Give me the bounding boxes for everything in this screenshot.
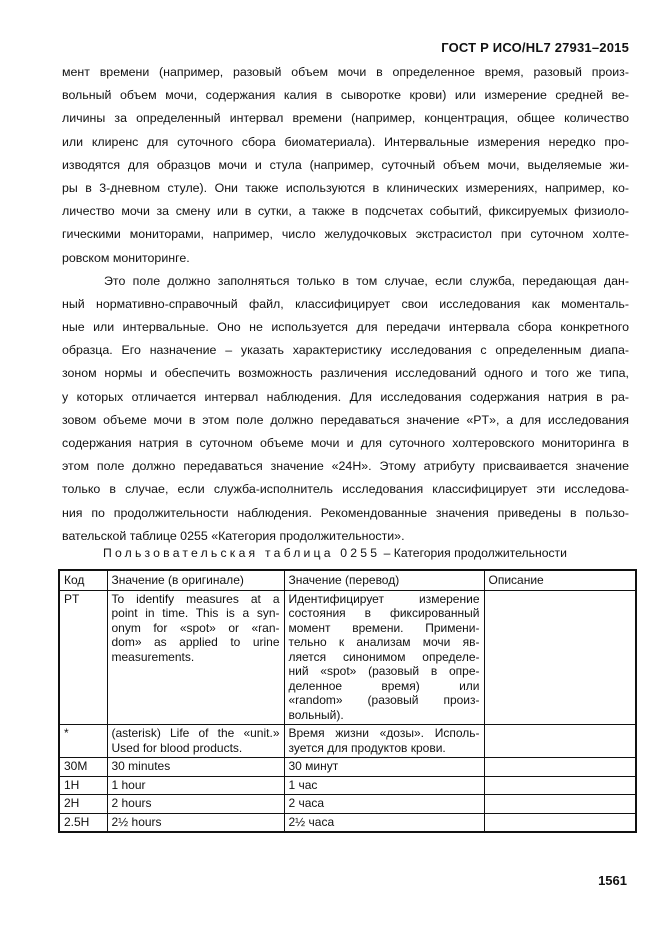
- cell-description: [484, 813, 636, 832]
- text-line: гическими мониторами, например, число желудочковых экстрасистол при суточном холте-: [62, 227, 629, 242]
- table-row: [59, 813, 636, 832]
- text-line: образца. Его назначение – указать характеристику исследования с определенным диапа-: [62, 343, 629, 358]
- cell-text-line: зуется для продуктов крови.: [288, 740, 446, 755]
- text-line: зоном нормы и обеспечить возможность различения исследований одного и того же типа,: [62, 366, 629, 381]
- cell-code: *: [59, 725, 107, 758]
- cell-translation: [284, 795, 484, 814]
- text-line: у которых отличается интервал наблюдения. Для исследования содержания натрия в ра-: [62, 389, 629, 404]
- cell-translation: [284, 776, 484, 795]
- table-row: [59, 795, 636, 814]
- text-line: или клиренс для суточного сбора биоматериала). Интервальные измерения нередко про-: [62, 134, 629, 149]
- cell-text-line: (asterisk) Life of the «unit.»: [111, 726, 280, 740]
- text-line: Это поле должно заполняться только в том случае, если служба, передающая дан-: [104, 273, 629, 288]
- cell-text-line: тельно к анализам мочи яв-: [288, 635, 480, 649]
- cell-text-line: деленное время) или: [288, 678, 480, 693]
- cell-original: [107, 758, 284, 777]
- column-header-original: Значение (в оригинале): [107, 570, 284, 590]
- cell-text-line: 1 час: [288, 777, 318, 792]
- cell-text-line: onym for «spot» or «ran-: [111, 620, 280, 635]
- cell-description: [484, 776, 636, 795]
- cell-text-line: Идентифицирует измерение: [288, 591, 480, 606]
- text-line: изводятся для образцов мочи и стула (например, суточный объем мочи, выделяемые жи-: [62, 157, 629, 172]
- cell-text-line: 30 minutes: [111, 759, 171, 773]
- cell-text-line: ляется синонимом определе-: [288, 649, 480, 664]
- body-text: [62, 61, 629, 548]
- table-caption-title: – Категория продолжительности: [380, 546, 567, 560]
- duration-category-table: [58, 569, 637, 833]
- text-line: только в случае, если служба-исполнитель исследования классифицирует эти исследова-: [62, 482, 629, 497]
- cell-text-line: вольный).: [288, 707, 344, 722]
- cell-original: [107, 776, 284, 795]
- cell-code: PT: [59, 590, 107, 725]
- cell-text-line: ний «spot» (разовый в опре-: [288, 664, 480, 678]
- text-line: ния по продолжительности наблюдения. Рекомендованные значения приведены в пользо-: [62, 505, 629, 520]
- cell-text-line: measurements.: [111, 649, 195, 664]
- text-line: личины за определенный интервал времени (например, концентрация, общее количество: [62, 111, 629, 126]
- cell-code: 1H: [59, 776, 107, 795]
- cell-text-line: 2½ hours: [111, 814, 162, 829]
- text-line: ный нормативно-справочный файл, классифицирует свои исследования как моменталь-: [62, 296, 629, 311]
- column-header-translation: Значение (перевод): [284, 570, 484, 590]
- table-row: [59, 725, 636, 758]
- cell-text-line: 30 минут: [288, 759, 339, 773]
- cell-text-line: point in time. This is a syn-: [111, 606, 280, 620]
- cell-translation: [284, 725, 484, 758]
- text-line: мент времени (например, разовый объем мочи в определенное время, разовый произ-: [62, 65, 629, 79]
- table-body: [59, 590, 636, 832]
- page-number: 1561: [598, 873, 627, 888]
- cell-text-line: 2 часа: [288, 796, 325, 810]
- table-header-row: [59, 570, 636, 590]
- paragraph-2: [62, 270, 629, 548]
- table-row: [59, 758, 636, 777]
- cell-text-line: To identify measures at a: [111, 591, 280, 606]
- cell-text-line: Used for blood products.: [111, 740, 243, 755]
- text-line: этом поле должно передаваться значение «24H». Этому атрибуту присваивается значение: [62, 459, 629, 474]
- table-caption-prefix: Пользовательская таблица 0255: [103, 546, 381, 560]
- cell-original: [107, 590, 284, 725]
- text-line: личество мочи за смену или в сутки, а также в подсчетах событий, фиксируемых физиоло-: [62, 204, 629, 219]
- text-line: зовом объеме мочи в этом поле должно передаваться значение «PT», а для исследования: [62, 412, 629, 427]
- text-line: ные или интервальные. Оно не используется для передачи интервала сбора конкретного: [62, 320, 629, 335]
- cell-original: [107, 813, 284, 832]
- cell-original: [107, 795, 284, 814]
- text-line: вольный объем мочи, содержания калия в сыворотке крови) или измерение средней ве-: [62, 88, 629, 103]
- cell-translation: [284, 590, 484, 725]
- text-line: содержания натрия в суточном объеме мочи и для суточного холтеровского мониторинга в: [62, 436, 629, 450]
- cell-text-line: 1 hour: [111, 777, 146, 792]
- cell-code: 2H: [59, 795, 107, 814]
- cell-text-line: момент времени. Примени-: [288, 620, 480, 635]
- cell-text-line: dom» as applied to urine: [111, 635, 280, 649]
- column-header-code: Код: [59, 570, 107, 590]
- cell-translation: [284, 813, 484, 832]
- cell-text-line: состояния в фиксированный: [288, 606, 480, 620]
- cell-text-line: 2 hours: [111, 796, 152, 810]
- cell-original: [107, 725, 284, 758]
- cell-code: 2.5H: [59, 813, 107, 832]
- cell-description: [484, 758, 636, 777]
- text-line: ровском мониторинге.: [62, 250, 190, 265]
- cell-description: [484, 590, 636, 725]
- table-row: [59, 590, 636, 725]
- column-header-description: Описание: [484, 570, 636, 590]
- cell-text-line: «random» (разовый произ-: [288, 693, 480, 707]
- text-line: ры в 3-дневном стуле). Они также используются в клинических измерениях, например, ко-: [62, 180, 629, 195]
- cell-text-line: 2½ часа: [288, 814, 335, 829]
- cell-description: [484, 795, 636, 814]
- cell-translation: [284, 758, 484, 777]
- table-caption: [103, 546, 567, 560]
- cell-description: [484, 725, 636, 758]
- paragraph-1: [62, 61, 629, 270]
- cell-text-line: Время жизни «дозы». Исполь-: [288, 726, 480, 740]
- cell-code: 30M: [59, 758, 107, 777]
- document-header-code: ГОСТ Р ИСО/HL7 27931–2015: [441, 40, 629, 55]
- text-line: вательской таблице 0255 «Категория продолжительности».: [62, 528, 405, 543]
- table-row: [59, 776, 636, 795]
